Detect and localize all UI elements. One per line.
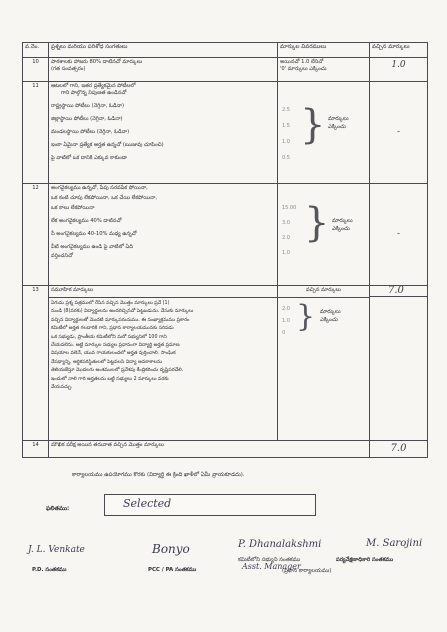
question-line: ఇందులో నాలి గారి అర్హతలను బట్టి సభ్యులు 2 మార్కులు వరకు: [51, 376, 169, 382]
awarded-mark: 1.0: [391, 60, 406, 70]
row-awarded: [370, 286, 428, 441]
signature-pcc: Bonyo: [152, 542, 190, 556]
signature-committee: P. Dhanalakshmi: [238, 539, 322, 550]
signature-label-pd: P.D. సంతకము: [32, 567, 67, 573]
question-line: ఆటలలో గాని, ఇతర ప్రత్యేకమైన పోటీలలో: [51, 83, 136, 89]
signature-label-committee: కమిటీలోని సభ్యుని సంతకము: [238, 557, 301, 563]
question-line: కమిటీలో అర్హత గలదారికి గాని, ప్రధాన కార్యాలయమునకు సరిపడు: [51, 326, 174, 332]
allocation-header: వచ్చిన మార్కులు: [306, 287, 341, 293]
question-line: వీటి అంగవైకల్యము ఉండి పై వాటిలో ఏది: [51, 244, 133, 251]
brace-icon: }: [296, 299, 316, 334]
header-allocation: మార్కుల వివరములు: [278, 43, 370, 58]
brace-icon: }: [304, 200, 330, 246]
score-option: 0: [282, 330, 286, 336]
signature-label-office: (ప్రధాన కార్యాలయము): [282, 568, 332, 574]
score-option: 15.00: [282, 205, 297, 211]
allocation-line: '0' మార్కులు ఎక్కించు: [280, 66, 327, 73]
row-sno: 14: [23, 441, 49, 458]
row-question: [49, 441, 370, 458]
brace-icon: }: [300, 102, 326, 148]
row-awarded: [370, 82, 428, 184]
result-label: ఫలితము:: [46, 506, 70, 512]
allocation-line: అయినచో 1.0 లేనిచో: [280, 59, 324, 65]
row-sno: 10: [23, 58, 49, 82]
question-line: పై వాటిలో ఒక దానికి ఎక్కువ కాకుండా: [51, 155, 128, 162]
signature-label-supervisor: పర్యవేక్షణాధికారి సంతకము: [336, 557, 394, 563]
question-line: ఏగుమ ప్రశ్న పత్రములో రేసిన వచ్చిన మొత్తం మార్కులు ప్రవే (1): [51, 301, 170, 306]
question-line: ఒక సభ్యుడు, ప్రాంతీయ కమిటీలోని మరో సభ్యునిలో 100 గాని: [51, 334, 167, 340]
table-header-row: [23, 43, 428, 58]
row-sno: 13: [23, 286, 49, 441]
question-line: (గత సంవత్సరం): [51, 66, 86, 73]
score-option: 1.0: [282, 250, 290, 256]
score-option: 1.5: [282, 123, 290, 129]
brace-label: ఎక్కించు: [332, 226, 350, 233]
question-line: నీ అంగవైకల్యము 40-10% మధ్య ఉన్నచో: [51, 231, 137, 238]
score-option: 3.0: [282, 220, 290, 226]
row-question: [49, 58, 278, 82]
signature-committee-title: Asst. Manager: [242, 562, 301, 571]
table-row: [23, 441, 428, 458]
row-question: [49, 82, 278, 184]
question-line: అంగవైకల్యము ఉన్నచో, పేపు సరవపేక పోయినా,: [51, 185, 148, 191]
question-line: వేయవచ్చు.: [51, 384, 73, 390]
question-line: మండలస్థాయి పోటీలు (నెగ్గినా, ఓడినా): [51, 129, 130, 136]
row-awarded: [370, 441, 428, 458]
awarded-mark: 7.0: [390, 443, 407, 454]
table-row: [23, 82, 428, 184]
signature-label-pcc: PCC / PA సంతకము: [148, 567, 197, 573]
question-line: ఒక కాలు లేకపోయినా: [51, 205, 95, 212]
row-awarded: [370, 58, 428, 82]
row-awarded: [370, 184, 428, 286]
question-line: ఒక కంటి చూపు లేకపోయినా, ఒక చేయి లేకపోయినా,: [51, 195, 158, 202]
row-question: [49, 184, 278, 286]
row-allocation: [278, 184, 370, 286]
header-questions: ప్రశ్నలు మరియు పరిశోధ సంగతులు: [49, 43, 278, 58]
score-option: 2.5: [282, 107, 290, 113]
row-sno: 12: [23, 184, 49, 286]
question-line: నేపథ్యాన్ని, ఆర్థికపరిస్థితులలో పెట్టవలసి విద్యా అవకాశాలను: [51, 359, 163, 365]
brace-label: మార్కులు: [328, 116, 349, 122]
marks-table: [22, 42, 428, 458]
question-line: గాని పాల్గొన్న నిపుణత ఉండినచో: [61, 90, 127, 97]
score-option: 2.0: [282, 235, 290, 241]
result-value: Selected: [123, 497, 172, 510]
header-awarded: వచ్చిన మార్కులు: [370, 43, 428, 58]
question-title: సమూహిక మార్కులు: [51, 287, 94, 293]
brace-label: ఎక్కించు: [328, 124, 346, 131]
result-field: [104, 494, 316, 516]
awarded-mark: 7.0: [388, 285, 404, 296]
table-row: [23, 286, 428, 441]
question-line: నుండి (8)వరకు) విద్యార్థులను అందరిచ్చినచో పెట్టబడును. వేసుకు మార్కులు: [51, 309, 194, 315]
question-title: మౌఖిక పరీక్ష అయిన తరువాత వచ్చిన మొత్తం మార్కులు: [51, 442, 164, 448]
awarded-mark: -: [396, 229, 401, 240]
score-option: 1.0: [282, 318, 290, 324]
question-line: పాఠశాలకు హాజరు 80% దాటినచో మార్కులు: [51, 59, 143, 65]
score-option: 1.0: [282, 139, 290, 145]
row-allocation: [278, 286, 370, 441]
office-use-note: కార్యాలయము ఉపయోగము కొరకు (విద్యార్థి ఈ క్రింది ఖాళీలో ఏమీ వ్రాయకూడదు).: [72, 472, 245, 478]
row-sno: 11: [23, 82, 49, 184]
question-line: వచ్చిన విద్యార్థులతో మొదటి మార్కుపరుచుము. ఈ సంఖ్యాక్రమము ప్రకారం: [51, 317, 190, 323]
brace-label: మార్కులు: [320, 309, 341, 315]
question-line: చేయవలెను. అట్టి మార్కుల సభ్యుల ప్రధానంగా విద్యార్థి అర్హత ప్రమాణ: [51, 342, 180, 348]
signature-pd: J. L. Venkate: [28, 545, 85, 555]
question-line: లేక అంగవైకల్యము 40% దాటినచో: [51, 218, 122, 225]
table-row: [23, 58, 428, 82]
table-row: [23, 184, 428, 286]
question-line: ఇంకా ఏమైనా ప్రత్యేక అర్హత ఉన్నచో (ఋజువు చూపించి): [51, 142, 164, 149]
question-line: జిల్లాస్థాయి పోటీలు (నెగ్గినా, ఓడినా): [51, 116, 123, 123]
question-line: విషయాల వలెనే, యువ గాయకులందలో అర్హత వుర్తించాలి. సాంఘిక: [51, 351, 176, 357]
header-sno: వ.నెం.: [23, 43, 49, 58]
awarded-mark: -: [396, 127, 401, 138]
question-line: రాష్ట్రస్థాయి పోటీలు (నెగ్గినా, ఓడినా): [51, 103, 124, 110]
score-option: 0.5: [282, 155, 290, 161]
row-question: [49, 286, 278, 441]
row-allocation: [278, 58, 370, 82]
score-option: 2.0: [282, 306, 290, 312]
signature-supervisor: M. Sarojini: [366, 538, 423, 549]
brace-label: ఎక్కించు: [320, 317, 338, 324]
row-allocation: [278, 82, 370, 184]
brace-label: మార్కులు: [332, 218, 353, 224]
question-line: తెలియజేస్తూ మొదలగు అంశములలో ప్రవేశపు కేంద్రికరించు దృష్టిపరచేలి.: [51, 368, 184, 374]
question-line: వర్తించనిచో: [51, 253, 73, 260]
